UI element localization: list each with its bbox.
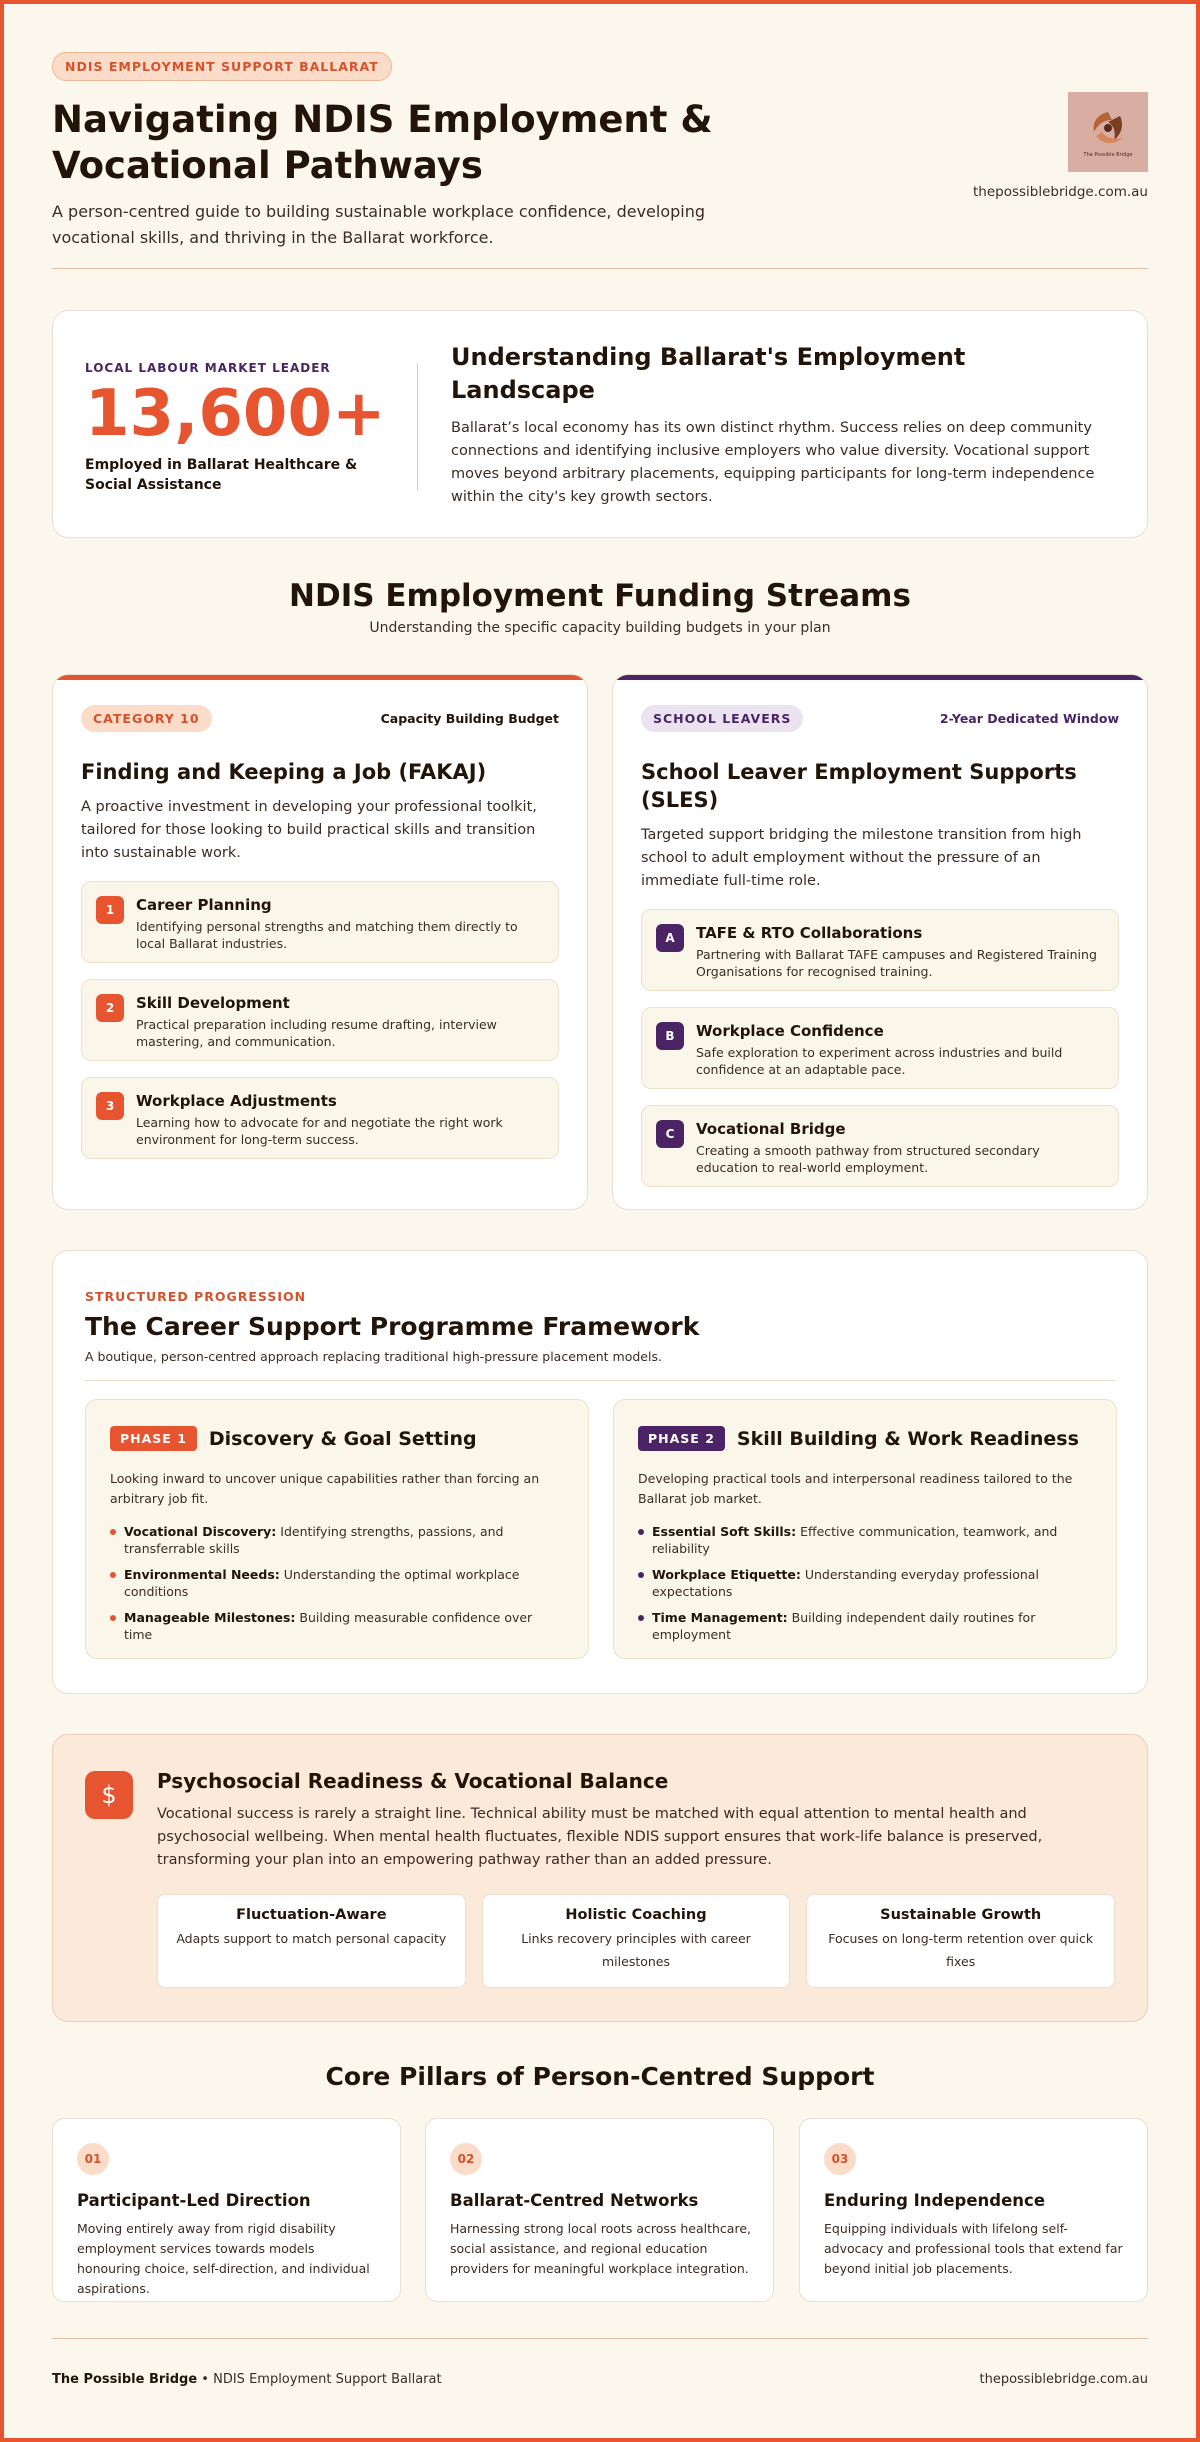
phase-description: Developing practical tools and interpersonal readiness tailored to the Ballarat job market. [638, 1471, 1073, 1506]
framework-divider [85, 1380, 1115, 1381]
pillar-description: Harnessing strong local roots across healthcare, social assistance, and regional education providers for meaningful workplace integration. [450, 2221, 751, 2276]
framework-card [52, 1250, 1148, 1694]
bullet-item [110, 1523, 564, 1557]
step-workplace-adjustments [81, 1077, 559, 1159]
bullet-label: Time Management: [652, 1610, 788, 1625]
phase-1-card [85, 1399, 589, 1659]
psychosocial-title: Psychosocial Readiness & Vocational Balance [157, 1769, 669, 1793]
logo-wordmark: The Possible Bridge [1083, 152, 1133, 158]
phase-bullet-list [110, 1523, 564, 1643]
step-number-badge: 2 [96, 994, 124, 1022]
brand-logo [1068, 92, 1148, 172]
stat-eyebrow: LOCAL LABOUR MARKET LEADER [85, 361, 331, 375]
stat-block [85, 361, 385, 495]
category-badge: CATEGORY 10 [81, 705, 212, 732]
pillar-card [799, 2118, 1148, 2302]
pillar-card [52, 2118, 401, 2302]
card-accent-bar [53, 675, 587, 680]
pillar-title: Enduring Independence [824, 2191, 1046, 2210]
phase-tag: PHASE 1 [110, 1426, 197, 1451]
step-title: Workplace Adjustments [136, 1092, 337, 1110]
landscape-body: Ballarat’s local economy has its own distinct rhythm. Success relies on deep community connections and identifying inclusive employers who value diversity. Vocational support moves beyond arbitrary placements, equipping participants for long-term independence within the city's key growth sectors. [451, 420, 1095, 505]
framework-eyebrow: STRUCTURED PROGRESSION [85, 1289, 307, 1304]
bullet-text: Identifying strengths, passions, and transferrable skills [124, 1524, 504, 1556]
psychosocial-feature-row [157, 1894, 1115, 1988]
psychosocial-card [52, 1734, 1148, 2022]
pillar-number-badge: 02 [450, 2143, 482, 2175]
pillar-number-badge: 01 [77, 2143, 109, 2175]
step-number-badge: 1 [96, 896, 124, 924]
sles-card [612, 674, 1148, 1210]
footer-tagline: NDIS Employment Support Ballarat [213, 2372, 442, 2387]
feature-description: Focuses on long-term retention over quick fixes [828, 1931, 1094, 1969]
step-description: Learning how to advocate for and negotiate the right work environment for long-term success. [136, 1115, 503, 1147]
funding-section-title: NDIS Employment Funding Streams [289, 578, 911, 614]
phase-description: Looking inward to uncover unique capabilities rather than forcing an arbitrary job fit. [110, 1471, 540, 1506]
feature-title: Sustainable Growth [880, 1907, 1042, 1923]
pillar-card [425, 2118, 774, 2302]
phase-title: Discovery & Goal Setting [208, 1427, 477, 1450]
step-description: Safe exploration to experiment across industries and build confidence at an adaptable pace. [696, 1045, 1063, 1077]
bullet-label: Essential Soft Skills: [652, 1524, 797, 1539]
funding-section-subtitle: Understanding the specific capacity building budgets in your plan [369, 620, 831, 636]
step-skill-development [81, 979, 559, 1061]
bullet-item [638, 1523, 1092, 1557]
footer-divider [52, 2338, 1148, 2339]
footer-brand: The Possible Bridge [52, 2372, 198, 2387]
phase-bullet-list [638, 1523, 1092, 1643]
psychosocial-body: Vocational success is rarely a straight line. Technical ability must be matched with equal attention to mental health and psychosocial wellbeing. When mental health fluctuates, flexible NDIS support ensures that work-life balance is preserved, transforming your plan into an empowering pathway rather than an added pressure. [157, 1806, 1043, 1868]
step-letter-badge: A [656, 924, 684, 952]
step-title: TAFE & RTO Collaborations [696, 924, 923, 942]
step-letter-badge: B [656, 1022, 684, 1050]
bullet-label: Workplace Etiquette: [652, 1567, 801, 1582]
bullet-text: Building independent daily routines for employment [652, 1610, 1036, 1642]
pillars-section-header [52, 2062, 1148, 2091]
footer-separator: • [197, 2372, 214, 2387]
bullet-text: Effective communication, teamwork, and reliability [652, 1524, 1058, 1556]
bullet-label: Environmental Needs: [124, 1567, 280, 1582]
funding-section-header [52, 578, 1148, 636]
footer-website-link[interactable]: thepossiblebridge.com.au [979, 2372, 1148, 2387]
landscape-heading: Understanding Ballarat's Employment Landscape [451, 343, 966, 404]
bullet-item [110, 1566, 564, 1600]
bullet-dot-icon [638, 1615, 644, 1621]
step-number-badge: 3 [96, 1092, 124, 1120]
bullet-dot-icon [110, 1615, 116, 1621]
window-label: 2-Year Dedicated Window [939, 711, 1119, 726]
landscape-text [451, 341, 1111, 509]
header [52, 52, 1148, 251]
step-vocational-bridge [641, 1105, 1119, 1187]
fakaj-description: A proactive investment in developing your professional toolkit, tailored for those looking to build practical skills and transition into sustainable work. [81, 799, 537, 861]
bullet-label: Vocational Discovery: [124, 1524, 277, 1539]
dollar-icon: $ [85, 1771, 133, 1819]
feature-title: Fluctuation-Aware [236, 1907, 387, 1923]
bullet-item [638, 1566, 1092, 1600]
pillar-title: Ballarat-Centred Networks [450, 2191, 699, 2210]
page-title: Navigating NDIS Employment & Vocational Pathways [52, 98, 713, 187]
step-title: Career Planning [136, 896, 272, 914]
bullet-text: Understanding everyday professional expectations [652, 1567, 1039, 1599]
framework-title: The Career Support Programme Framework [85, 1312, 700, 1341]
feature-card-coaching [482, 1894, 791, 1988]
bullet-item [110, 1609, 564, 1643]
sles-description: Targeted support bridging the milestone transition from high school to adult employment without the pressure of an immediate full-time role. [641, 827, 1082, 889]
stat-number: 13,600+ [85, 377, 386, 451]
header-divider [52, 268, 1148, 269]
page [4, 4, 1196, 2438]
sles-title: School Leaver Employment Supports (SLES) [641, 760, 1077, 812]
labour-market-card [52, 310, 1148, 538]
step-description: Partnering with Ballarat TAFE campuses and Registered Training Organisations for recognised training. [696, 947, 1097, 979]
pillars-title: Core Pillars of Person-Centred Support [325, 2062, 875, 2091]
card-accent-bar [613, 675, 1147, 680]
fakaj-card [52, 674, 588, 1210]
step-description: Creating a smooth pathway from structured secondary education to real-world employment. [696, 1143, 1040, 1175]
pillar-number-badge: 03 [824, 2143, 856, 2175]
footer [52, 2372, 1148, 2392]
header-website-link[interactable]: thepossiblebridge.com.au [973, 184, 1148, 200]
step-tafe-rto [641, 909, 1119, 991]
fakaj-title: Finding and Keeping a Job (FAKAJ) [81, 760, 487, 784]
step-title: Skill Development [136, 994, 290, 1012]
pillar-title: Participant-Led Direction [77, 2191, 311, 2210]
feature-description: Adapts support to match personal capacity [176, 1931, 447, 1946]
stat-caption: Employed in Ballarat Healthcare & Social Assistance [85, 457, 358, 493]
bullet-item [638, 1609, 1092, 1643]
bullet-text: Building measurable confidence over time [124, 1610, 533, 1642]
school-leavers-badge: SCHOOL LEAVERS [641, 705, 803, 732]
phase-tag: PHASE 2 [638, 1426, 725, 1451]
phase-2-card [613, 1399, 1117, 1659]
feature-description: Links recovery principles with career milestones [521, 1931, 751, 1969]
bullet-text: Understanding the optimal workplace conditions [124, 1567, 520, 1599]
framework-subtitle: A boutique, person-centred approach replacing traditional high-pressure placement models. [85, 1349, 662, 1364]
footer-brand-line [52, 2372, 442, 2387]
bullet-dot-icon [110, 1529, 116, 1535]
bullet-label: Manageable Milestones: [124, 1610, 296, 1625]
step-description: Identifying personal strengths and matching them directly to local Ballarat industries. [136, 919, 518, 951]
bullet-dot-icon [638, 1572, 644, 1578]
bullet-dot-icon [638, 1529, 644, 1535]
feature-title: Holistic Coaching [565, 1907, 707, 1923]
step-career-planning [81, 881, 559, 963]
stat-divider [417, 363, 418, 491]
phase-title: Skill Building & Work Readiness [736, 1427, 1079, 1450]
pillar-description: Moving entirely away from rigid disability employment services towards models honouring choice, self-direction, and individual aspirations. [77, 2221, 370, 2296]
page-subtitle: A person-centred guide to building sustainable workplace confidence, developing vocational skills, and thriving in the Ballarat workforce. [52, 202, 706, 247]
feature-card-fluctuation [157, 1894, 466, 1988]
budget-label: Capacity Building Budget [380, 711, 559, 726]
step-workplace-confidence [641, 1007, 1119, 1089]
bullet-dot-icon [110, 1572, 116, 1578]
step-title: Vocational Bridge [696, 1120, 846, 1138]
header-eyebrow-badge: NDIS EMPLOYMENT SUPPORT BALLARAT [52, 52, 392, 81]
bridge-logo-icon [1084, 106, 1132, 150]
feature-card-growth [806, 1894, 1115, 1988]
step-title: Workplace Confidence [696, 1022, 884, 1040]
step-letter-badge: C [656, 1120, 684, 1148]
pillar-description: Equipping individuals with lifelong self-advocacy and professional tools that extend far beyond initial job placements. [824, 2221, 1123, 2276]
step-description: Practical preparation including resume drafting, interview mastering, and communication. [136, 1017, 497, 1049]
